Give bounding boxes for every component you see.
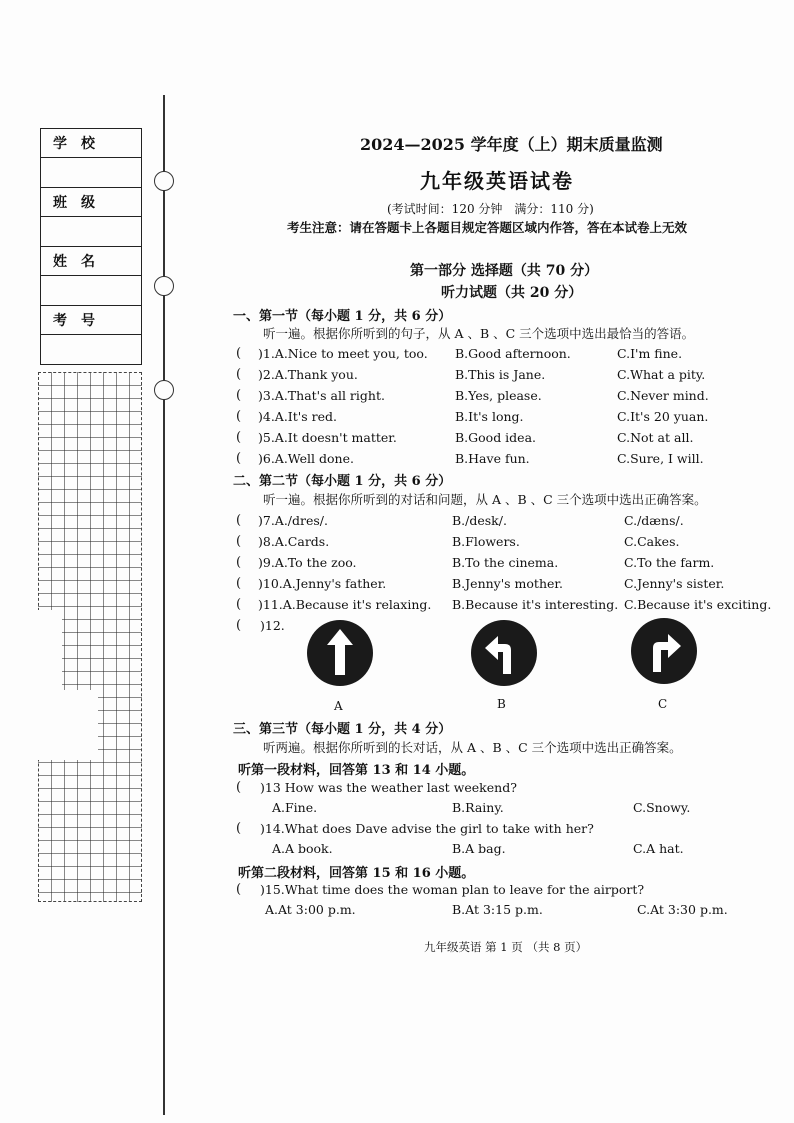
section2-instruction: 听一遍。根据你所听到的对话和问题，从 A 、B 、C 三个选项中选出正确答案。: [263, 492, 707, 507]
question-stem-option-a: )5.A.It doesn't matter.: [258, 430, 397, 445]
question-option-b: B.Yes, please.: [455, 388, 542, 403]
question-option-b: B.It's long.: [455, 409, 524, 424]
section2-heading: 二、第二节（每小题 1 分，共 6 分）: [233, 474, 452, 489]
question-stem-option-a: )4.A.It's red.: [258, 409, 337, 424]
question-stem-option-a: )9.A.To the zoo.: [258, 555, 357, 570]
grid-mask: [38, 690, 98, 760]
question-option-b: B.Flowers.: [452, 534, 520, 549]
q12-paren[interactable]: (: [236, 618, 242, 633]
binding-hole-icon: [154, 276, 174, 296]
class-blank[interactable]: [41, 217, 141, 247]
grid-mask: [38, 610, 62, 690]
q13-text: )13 How was the weather last weekend?: [260, 780, 517, 795]
q15-option-a: A.At 3:00 p.m.: [265, 902, 356, 917]
id-label: 考 号: [53, 313, 95, 329]
material2-note: 听第二段材料，回答第 15 和 16 小题。: [238, 866, 475, 881]
answer-paren[interactable]: (: [236, 409, 242, 424]
question-stem-option-a: )3.A.That's all right.: [258, 388, 385, 403]
class-label: 班 级: [53, 195, 95, 211]
exam-info: (考试时间：120 分钟 满分：110 分): [387, 202, 594, 216]
question-stem-option-a: )6.A.Well done.: [258, 451, 354, 466]
answer-paren[interactable]: (: [236, 388, 242, 403]
q14-option-b: B.A bag.: [452, 841, 506, 856]
binding-hole-icon: [154, 171, 174, 191]
q14-option-c: C.A hat.: [633, 841, 684, 856]
name-label: 姓 名: [53, 254, 95, 270]
question-option-c: C.Cakes.: [624, 534, 680, 549]
question-option-b: B.Because it's interesting.: [452, 597, 619, 612]
q14-option-a: A.A book.: [272, 841, 333, 856]
q13-option-c: C.Snowy.: [633, 800, 691, 815]
question-option-c: C.What a pity.: [617, 367, 706, 382]
question-option-c: C.It's 20 yuan.: [617, 409, 709, 424]
q15-option-c: C.At 3:30 p.m.: [637, 902, 728, 917]
name-blank[interactable]: [41, 276, 141, 306]
question-option-c: C.I'm fine.: [617, 346, 683, 361]
answer-paren[interactable]: (: [236, 555, 242, 570]
question-option-c: C.Jenny's sister.: [624, 576, 725, 591]
straight-arrow-sign-icon[interactable]: [307, 620, 373, 686]
material1-note: 听第一段材料，回答第 13 和 14 小题。: [238, 763, 475, 778]
id-row: [41, 306, 141, 335]
answer-paren[interactable]: (: [236, 513, 242, 528]
exam-subtitle: 九年级英语试卷: [420, 169, 574, 193]
question-option-b: B./desk/.: [452, 513, 507, 528]
q15-option-b: B.At 3:15 p.m.: [452, 902, 543, 917]
class-row: [41, 188, 141, 217]
left-turn-arrow-sign-icon[interactable]: [471, 620, 537, 686]
q12-number: )12.: [260, 618, 285, 633]
question-option-b: B.To the cinema.: [452, 555, 559, 570]
answer-paren[interactable]: (: [236, 346, 242, 361]
q15-paren[interactable]: (: [236, 882, 242, 897]
right-turn-arrow-sign-icon[interactable]: [631, 618, 697, 684]
question-stem-option-a: )8.A.Cards.: [258, 534, 330, 549]
question-option-c: C.Sure, I will.: [617, 451, 704, 466]
q13-option-a: A.Fine.: [272, 800, 318, 815]
section1-instruction: 听一遍。根据你所听到的句子，从 A 、B 、C 三个选项中选出最恰当的答语。: [263, 326, 695, 341]
q14-text: )14.What does Dave advise the girl to take with her?: [260, 821, 594, 836]
binding-line: [163, 95, 165, 1115]
part1-title: 第一部分 选择题（共 70 分）: [410, 263, 599, 279]
section1-heading: 一、第一节（每小题 1 分，共 6 分）: [233, 309, 452, 324]
q15-text: )15.What time does the woman plan to leave for the airport?: [260, 882, 645, 897]
question-option-c: C.Not at all.: [617, 430, 694, 445]
sign-label-a: A: [334, 699, 343, 713]
sign-label-b: B: [497, 697, 506, 711]
question-option-b: B.This is Jane.: [455, 367, 546, 382]
exam-title: 2024—2025 学年度（上）期末质量监测: [360, 135, 663, 154]
exam-notice: 考生注意：请在答题卡上各题目规定答题区域内作答，答在本试卷上无效: [287, 220, 688, 235]
question-option-b: B.Have fun.: [455, 451, 530, 466]
school-blank[interactable]: [41, 158, 141, 188]
answer-paren[interactable]: (: [236, 576, 242, 591]
question-option-c: C.To the farm.: [624, 555, 715, 570]
question-option-c: C.Never mind.: [617, 388, 709, 403]
answer-paren[interactable]: (: [236, 597, 242, 612]
question-option-b: B.Good idea.: [455, 430, 536, 445]
name-row: [41, 247, 141, 276]
question-stem-option-a: )7.A./dres/.: [258, 513, 328, 528]
binding-hole-icon: [154, 380, 174, 400]
question-option-c: C.Because it's exciting.: [624, 597, 772, 612]
question-stem-option-a: )11.A.Because it's relaxing.: [258, 597, 432, 612]
question-stem-option-a: )10.A.Jenny's father.: [258, 576, 387, 591]
question-option-b: B.Jenny's mother.: [452, 576, 563, 591]
sign-label-c: C: [658, 697, 668, 711]
answer-paren[interactable]: (: [236, 367, 242, 382]
listening-title: 听力试题（共 20 分）: [441, 285, 583, 301]
q13-paren[interactable]: (: [236, 780, 242, 795]
answer-paren[interactable]: (: [236, 430, 242, 445]
school-row: [41, 129, 141, 158]
answer-paren[interactable]: (: [236, 451, 242, 466]
section3-instruction: 听两遍。根据你所听到的长对话，从 A 、B 、C 三个选项中选出正确答案。: [263, 740, 682, 755]
answer-paren[interactable]: (: [236, 534, 242, 549]
school-label: 学 校: [53, 136, 95, 152]
question-option-c: C./dæns/.: [624, 513, 684, 528]
section3-heading: 三、第三节（每小题 1 分，共 4 分）: [233, 722, 452, 737]
q13-option-b: B.Rainy.: [452, 800, 504, 815]
binding-box: [40, 128, 142, 365]
id-blank[interactable]: [41, 335, 141, 364]
question-option-b: B.Good afternoon.: [455, 346, 571, 361]
question-stem-option-a: )1.A.Nice to meet you, too.: [258, 346, 428, 361]
question-stem-option-a: )2.A.Thank you.: [258, 367, 358, 382]
page-footer: 九年级英语 第 1 页 （共 8 页）: [424, 940, 588, 954]
q14-paren[interactable]: (: [236, 821, 242, 836]
